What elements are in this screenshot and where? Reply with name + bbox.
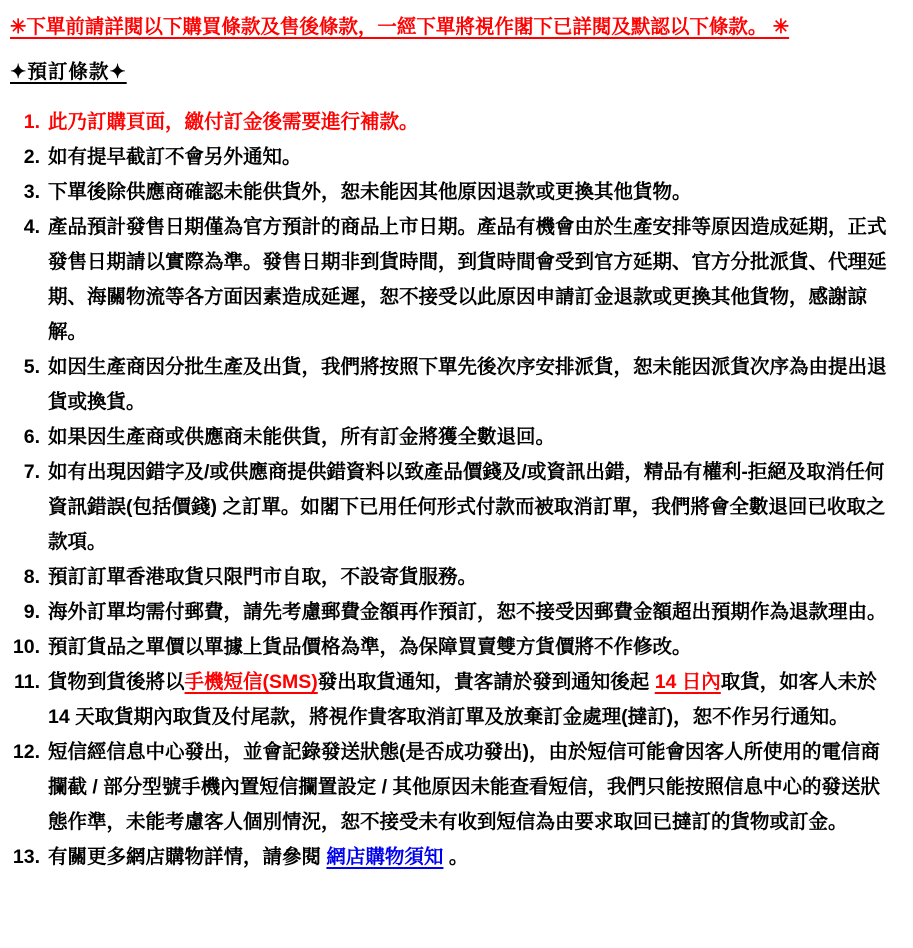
term-text-segment: 預訂貨品之單價以單據上貨品價格為準，為保障買賣雙方貨價將不作修改。 [48, 636, 692, 658]
term-number: 6. [23, 426, 40, 448]
term-item-3 [10, 175, 898, 210]
term-number: 12. [12, 741, 40, 763]
term-item-11 [10, 665, 898, 735]
term-text-segment: 短信經信息中心發出，並會記錄發送狀態(是否成功發出)，由於短信可能會因客人所使用的電信商攔截 / 部分型號手機內置短信攔置設定 / 其他原因未能查看短信，我們只能按照信息中心的發送狀態作準，未能考慮客人個別情況，恕不接受未有收到短信為由要求取回已撻訂的貨物或訂金。 [48, 741, 881, 833]
term-item-13 [10, 840, 898, 875]
term-text [48, 105, 898, 140]
term-text [48, 630, 898, 665]
purchase-notice-banner: ✳下單前請詳閱以下購買條款及售後條款，一經下單將視作閣下已詳閱及默認以下條款。 ✳ [10, 16, 790, 38]
term-text-segment: 預訂訂單香港取貨只限門市自取，不設寄貨服務。 [48, 566, 478, 588]
term-number: 3. [23, 181, 40, 203]
term-text-segment: 如有提早截訂不會另外通知。 [48, 146, 302, 168]
term-text-segment: 如果因生產商或供應商未能供貨，所有訂金將獲全數退回。 [48, 426, 556, 448]
term-number: 8. [23, 566, 40, 588]
term-item-5 [10, 350, 898, 420]
term-number: 4. [23, 216, 40, 238]
term-text [48, 350, 898, 420]
term-number: 2. [23, 146, 40, 168]
terms-list [10, 105, 898, 875]
term-text-segment: 有關更多網店購物詳情，請參閱 [48, 846, 327, 868]
term-text-segment: 海外訂單均需付郵費，請先考慮郵費金額再作預訂，恕不接受因郵費金額超出預期作為退款理由。 [48, 601, 887, 623]
section-title-preorder-terms: ✦預訂條款✦ [10, 61, 127, 83]
term-number: 1. [23, 111, 40, 133]
term-text [48, 735, 898, 840]
term-text-segment: 下單後除供應商確認未能供貨外，恕未能因其他原因退款或更換其他貨物。 [48, 181, 692, 203]
term-text [48, 595, 898, 630]
term-item-1 [10, 105, 898, 140]
term-text-segment: 如有出現因錯字及/或供應商提供錯資料以致產品價錢及/或資訊出錯，精品有權利-拒絕及取消任何資訊錯誤(包括價錢) 之訂單。如閣下已用任何形式付款而被取消訂單，我們將會全數退回已收取之款項。 [48, 461, 886, 553]
term-item-6 [10, 420, 898, 455]
term-text [48, 175, 898, 210]
store-shopping-notice-link[interactable]: 網店購物須知 [326, 846, 444, 868]
term-number: 10. [12, 636, 40, 658]
term-text [48, 140, 898, 175]
term-text-segment: 此乃訂購頁面，繳付訂金後需要進行補款。 [48, 111, 419, 133]
term-text-segment: 貨物到貨後將以 [48, 671, 185, 693]
term-text [48, 560, 898, 595]
term-number: 9. [23, 601, 40, 623]
term-item-2 [10, 140, 898, 175]
term-item-12 [10, 735, 898, 840]
term-text-segment: 取貨，如客人未於 14 天取貨期內取貨及付尾款，將視作貴客取消訂單及放棄訂金處理(撻訂)，恕不作另行通知。 [48, 671, 877, 728]
term-text [48, 840, 898, 875]
term-number: 13. [12, 846, 40, 868]
pickup-deadline-highlight: 14 日內 [654, 671, 721, 693]
sms-highlight: 手機短信(SMS) [184, 671, 318, 693]
term-text [48, 420, 898, 455]
term-text [48, 665, 898, 735]
term-text [48, 455, 898, 560]
term-text-segment: 產品預計發售日期僅為官方預計的商品上市日期。產品有機會由於生產安排等原因造成延期，正式發售日期請以實際為準。發售日期非到貨時間，到貨時間會受到官方延期、官方分批派貨、代理延期、海關物流等各方面因素造成延遲，恕不接受以此原因申請訂金退款或更換其他貨物，感謝諒解。 [48, 216, 887, 343]
term-number: 5. [23, 356, 40, 378]
term-number: 11. [13, 671, 40, 693]
term-text-segment: 發出取貨通知，貴客請於發到通知後起 [317, 671, 655, 693]
term-item-7 [10, 455, 898, 560]
term-text-segment: 如因生產商因分批生產及出貨，我們將按照下單先後次序安排派貨，恕未能因派貨次序為由提出退貨或換貨。 [48, 356, 887, 413]
term-text [48, 210, 898, 350]
term-item-4 [10, 210, 898, 350]
term-number: 7. [23, 461, 40, 483]
term-item-9 [10, 595, 898, 630]
term-item-10 [10, 630, 898, 665]
term-item-8 [10, 560, 898, 595]
term-text-segment: 。 [443, 846, 469, 868]
